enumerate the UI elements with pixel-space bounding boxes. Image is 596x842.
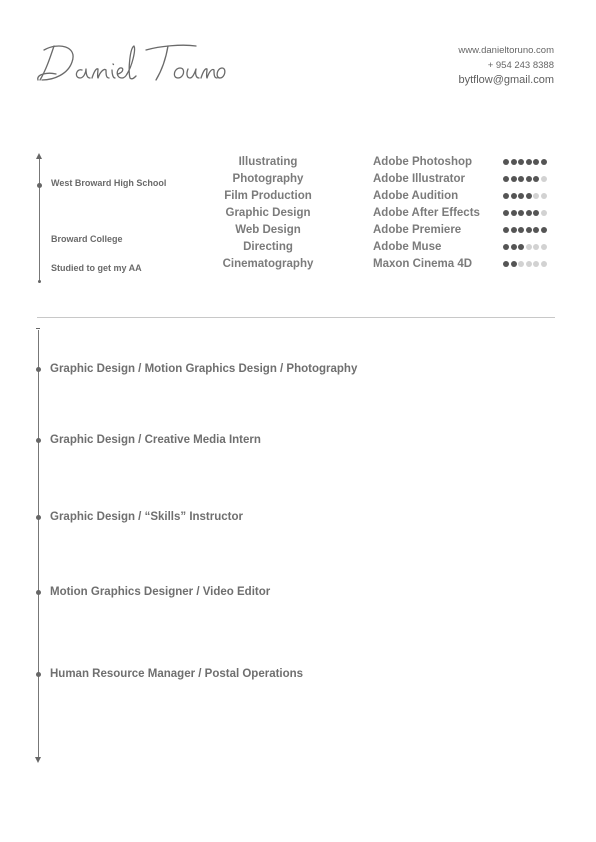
rating-dot-empty — [533, 193, 539, 199]
experience-item: Graphic Design / “Skills” Instructor — [50, 511, 243, 523]
rating-row — [503, 260, 557, 277]
skills-list — [212, 155, 324, 274]
rating-dot-filled — [533, 159, 539, 165]
rating-dot-filled — [526, 210, 532, 216]
rating-dot-empty — [541, 176, 547, 182]
signature-name — [36, 36, 226, 90]
section-divider — [37, 317, 555, 318]
rating-dot-filled — [541, 159, 547, 165]
software-ratings — [503, 158, 557, 277]
rating-row — [503, 175, 557, 192]
timeline-arrow-down-icon — [35, 757, 41, 763]
rating-dot-filled — [503, 193, 509, 199]
timeline-dot — [36, 590, 41, 595]
rating-dot-filled — [541, 227, 547, 233]
rating-dot-filled — [533, 227, 539, 233]
education-item: West Broward High School — [51, 178, 167, 188]
rating-row — [503, 226, 557, 243]
rating-dot-empty — [533, 244, 539, 250]
software-item: Adobe Muse — [373, 241, 442, 253]
rating-dot-empty — [518, 261, 524, 267]
rating-dot-filled — [503, 261, 509, 267]
education-timeline-line — [39, 155, 40, 283]
skill-item: Illustrating — [238, 156, 298, 168]
rating-row — [503, 192, 557, 209]
rating-dot-empty — [541, 244, 547, 250]
rating-dot-filled — [503, 176, 509, 182]
rating-dot-filled — [511, 159, 517, 165]
skill-item: Cinematography — [222, 258, 314, 270]
rating-dot-filled — [511, 261, 517, 267]
rating-dot-filled — [503, 227, 509, 233]
rating-dot-filled — [518, 193, 524, 199]
rating-dot-filled — [518, 159, 524, 165]
education-item: Broward College — [51, 234, 123, 244]
rating-dot-filled — [511, 244, 517, 250]
rating-dot-filled — [518, 227, 524, 233]
rating-dot-empty — [541, 193, 547, 199]
skill-item: Film Production — [224, 190, 312, 202]
rating-dot-empty — [533, 261, 539, 267]
contact-info — [458, 44, 554, 88]
software-item: Adobe Audition — [373, 190, 459, 202]
rating-dot-filled — [503, 210, 509, 216]
software-list — [373, 155, 503, 274]
timeline-start-tick — [36, 328, 40, 329]
rating-dot-empty — [526, 261, 532, 267]
rating-dot-filled — [511, 210, 517, 216]
education-item: Studied to get my AA — [51, 263, 142, 273]
website-link[interactable]: www.danieltoruno.com — [458, 45, 554, 56]
rating-row — [503, 243, 557, 260]
timeline-dot — [36, 672, 41, 677]
experience-item: Human Resource Manager / Postal Operations — [50, 668, 304, 680]
rating-dot-filled — [511, 193, 517, 199]
rating-dot-filled — [503, 159, 509, 165]
rating-dot-filled — [526, 176, 532, 182]
rating-dot-filled — [533, 176, 539, 182]
timeline-arrow-up-icon — [36, 153, 42, 159]
skill-item: Web Design — [235, 224, 301, 236]
experience-item: Graphic Design / Creative Media Intern — [50, 434, 261, 446]
software-item: Adobe Photoshop — [373, 156, 473, 168]
rating-dot-empty — [526, 244, 532, 250]
software-item: Adobe Illustrator — [373, 173, 466, 185]
software-item: Adobe After Effects — [373, 207, 480, 219]
experience-item: Graphic Design / Motion Graphics Design / Photography — [50, 363, 358, 375]
rating-dot-filled — [526, 159, 532, 165]
rating-dot-filled — [511, 227, 517, 233]
rating-row — [503, 209, 557, 226]
experience-item: Motion Graphics Designer / Video Editor — [50, 586, 271, 598]
rating-dot-filled — [511, 176, 517, 182]
rating-dot-empty — [541, 261, 547, 267]
rating-dot-filled — [518, 176, 524, 182]
timeline-dot — [36, 515, 41, 520]
experience-timeline-line — [38, 330, 39, 760]
skill-item: Graphic Design — [225, 207, 311, 219]
skill-item: Directing — [243, 241, 293, 253]
rating-dot-filled — [526, 193, 532, 199]
timeline-end-dot — [38, 280, 41, 283]
skill-item: Photography — [232, 173, 304, 185]
email-link[interactable]: bytflow@gmail.com — [458, 74, 554, 86]
rating-dot-filled — [518, 244, 524, 250]
software-item: Adobe Premiere — [373, 224, 462, 236]
phone-number: + 954 243 8388 — [487, 59, 554, 71]
timeline-dot — [37, 183, 42, 188]
rating-dot-filled — [518, 210, 524, 216]
timeline-dot — [36, 367, 41, 372]
rating-dot-filled — [503, 244, 509, 250]
rating-dot-filled — [526, 227, 532, 233]
rating-dot-filled — [533, 210, 539, 216]
rating-dot-empty — [541, 210, 547, 216]
rating-row — [503, 158, 557, 175]
timeline-dot — [36, 438, 41, 443]
software-item: Maxon Cinema 4D — [373, 258, 473, 270]
